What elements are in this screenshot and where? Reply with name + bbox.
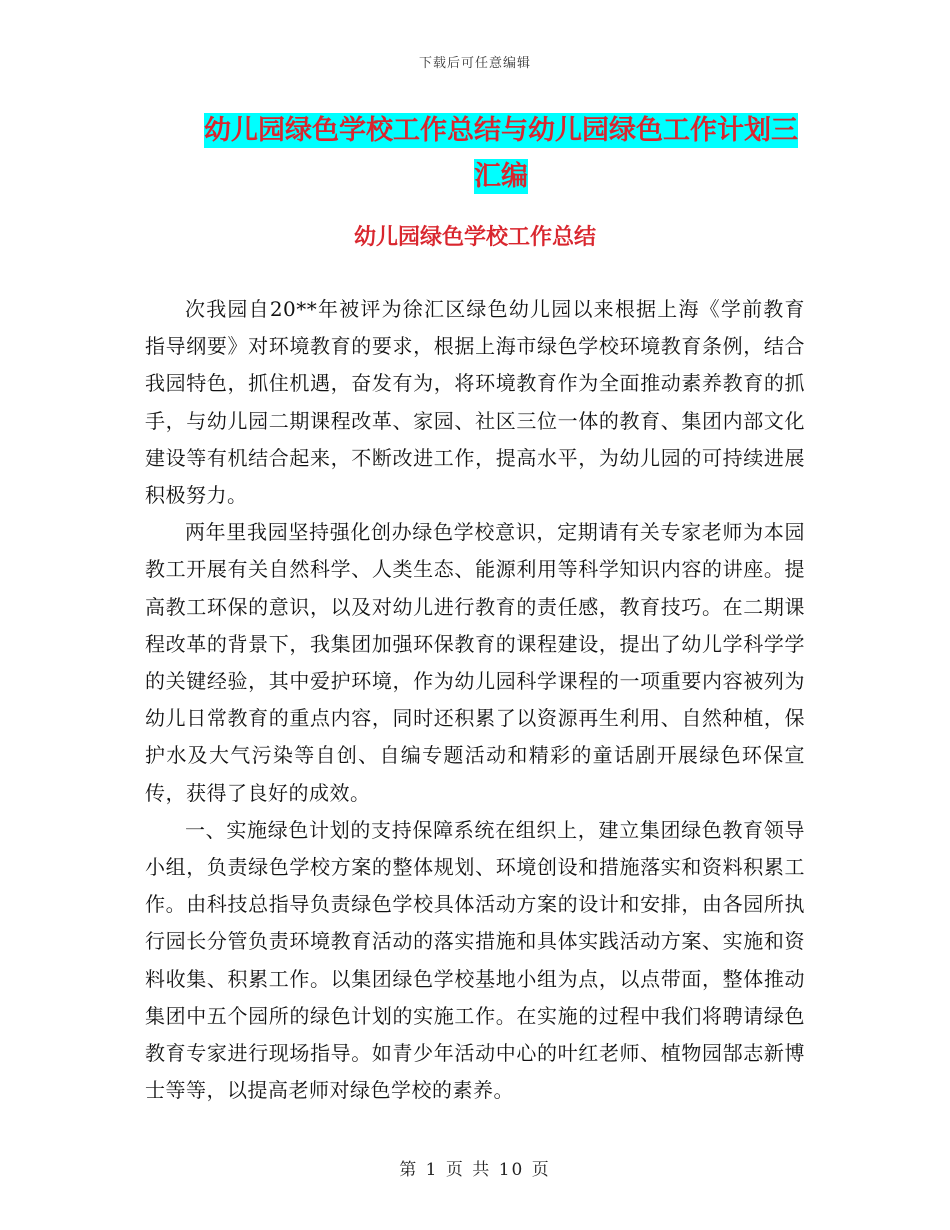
section-title: 幼儿园绿色学校工作总结 (353, 224, 596, 250)
document-title-text: 幼儿园绿色学校工作总结与幼儿园绿色工作计划三汇编 (204, 115, 798, 192)
body-text (145, 291, 805, 1109)
paragraph-1: 次我园自20**年被评为徐汇区绿色幼儿园以来根据上海《学前教育指导纲要》对环境教育的要求，根据上海市绿色学校环境教育条例，结合我园特色，抓住机遇，奋发有为，将环境教育作为全面推动素养教育的抓手，与幼儿园二期课程改革、家园、社区三位一体的教育、集团内部文化建设等有机结合起来，不断改进工作，提高水平，为幼儿园的可持续进展积极努力。 (145, 297, 805, 508)
header-note: 下载后可任意编辑 (418, 56, 531, 71)
paragraph-3: 一、实施绿色计划的支持保障系统在组织上，建立集团绿色教育领导小组，负责绿色学校方案的整体规划、环境创设和措施落实和资料积累工作。由科技总指导负责绿色学校具体活动方案的设计和安排，由各园所执行园长分管负责环境教育活动的落实措施和具体实践活动方案、实施和资料收集、积累工作。以集团绿色学校基地小组为点，以点带面，整体推动集团中五个园所的绿色计划的实施工作。在实施的过程中我们将聘请绿色教育专家进行现场指导。如青少年活动中心的叶红老师、植物园郜志新博士等等，以提高老师对绿色学校的素养。 (145, 817, 805, 1103)
paragraph-2: 两年里我园坚持强化创办绿色学校意识，定期请有关专家老师为本园教工开展有关自然科学、人类生态、能源利用等科学知识内容的讲座。提高教工环保的意识，以及对幼儿进行教育的责任感，教育技巧。在二期课程改革的背景下，我集团加强环保教育的课程建设，提出了幼儿学科学学的关键经验，其中爱护环境，作为幼儿园科学课程的一项重要内容被列为幼儿日常教育的重点内容，同时还积累了以资源再生利用、自然种植，保护水及大气污染等自创、自编专题活动和精彩的童话剧开展绿色环保宣传，获得了良好的成效。 (145, 520, 805, 805)
document-title (196, 108, 806, 200)
page-number: 第 1 页 共 10 页 (399, 1160, 551, 1180)
